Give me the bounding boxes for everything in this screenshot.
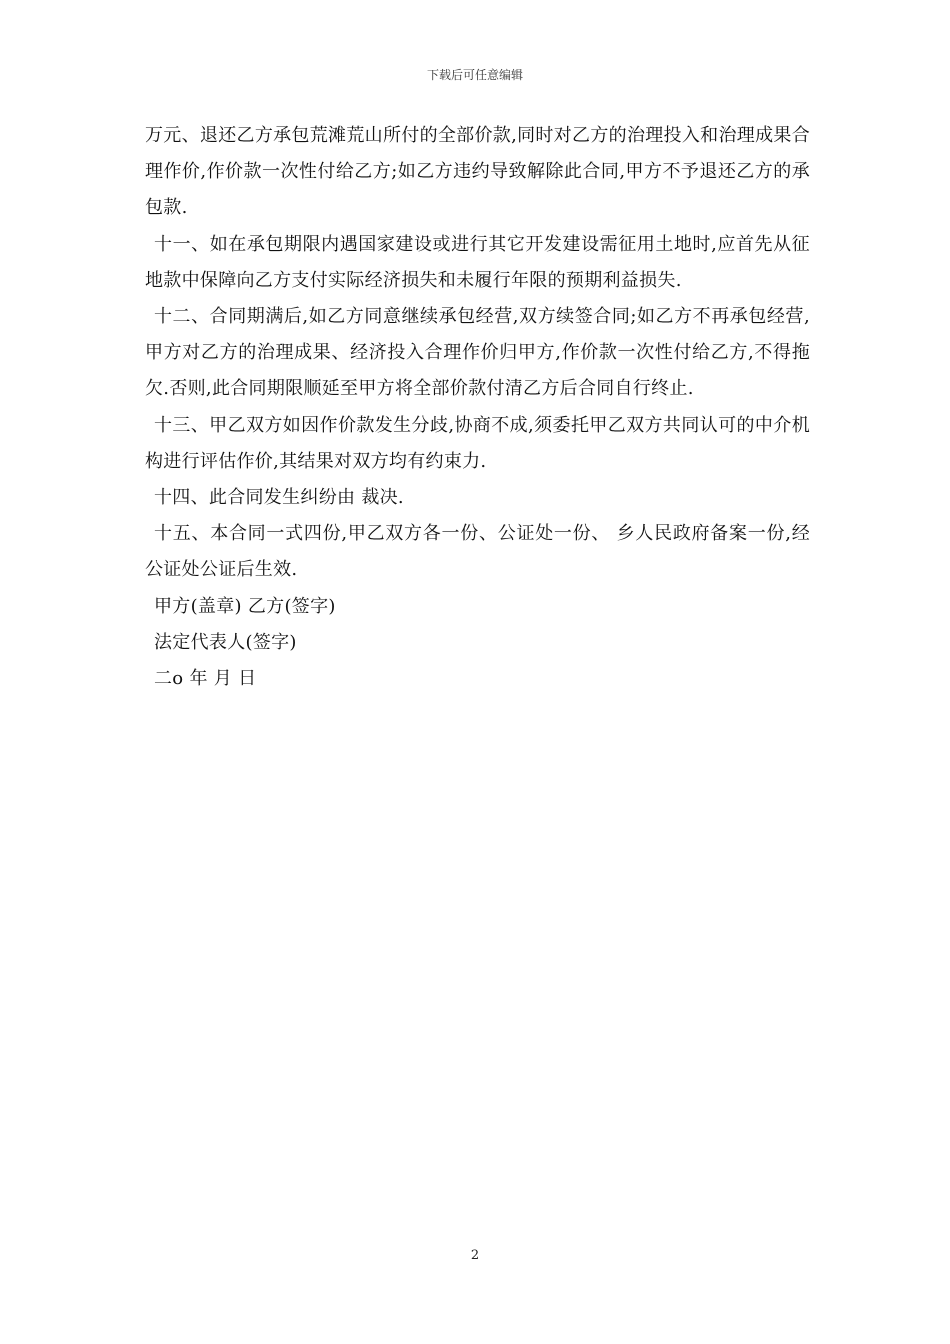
paragraph-14: 十四、此合同发生纠纷由 裁决.	[154, 487, 404, 509]
paragraph-12: 十二、合同期满后,如乙方同意继续承包经营,双方续签合同;如乙方不再承包经营,甲方对乙方的治理成果、经济投入合理作价归甲方,作价款一次性付给乙方,不得拖欠.否则,此合同期限顺延至甲方将全部价款付清乙方后合同自行终止.	[145, 306, 810, 400]
paragraph-13: 十三、甲乙双方如因作价款发生分歧,协商不成,须委托甲乙双方共同认可的中介机构进行评估作价,其结果对双方均有约束力.	[145, 414, 810, 472]
paragraph-10-continued: 万元、退还乙方承包荒滩荒山所付的全部价款,同时对乙方的治理投入和治理成果合理作价,作价款一次性付给乙方;如乙方违约导致解除此合同,甲方不予退还乙方的承包款.	[145, 125, 810, 219]
signature-line-parties: 甲方(盖章) 乙方(签字)	[154, 595, 336, 617]
paragraph-15: 十五、本合同一式四份,甲乙双方各一份、公证处一份、 乡人民政府备案一份,经 公证处公证后生效.	[145, 523, 810, 581]
signature-line-legal-representative: 法定代表人(签字)	[154, 631, 297, 653]
paragraph-11: 十一、如在承包期限内遇国家建设或进行其它开发建设需征用土地时,应首先从征地款中保障向乙方支付实际经济损失和未履行年限的预期利益损失.	[145, 233, 810, 291]
document-body	[145, 118, 810, 697]
page-header-note: 下载后可任意编辑	[426, 68, 523, 82]
date-line: 二o 年 月 日	[154, 668, 257, 690]
page-number: 2	[470, 1248, 480, 1263]
